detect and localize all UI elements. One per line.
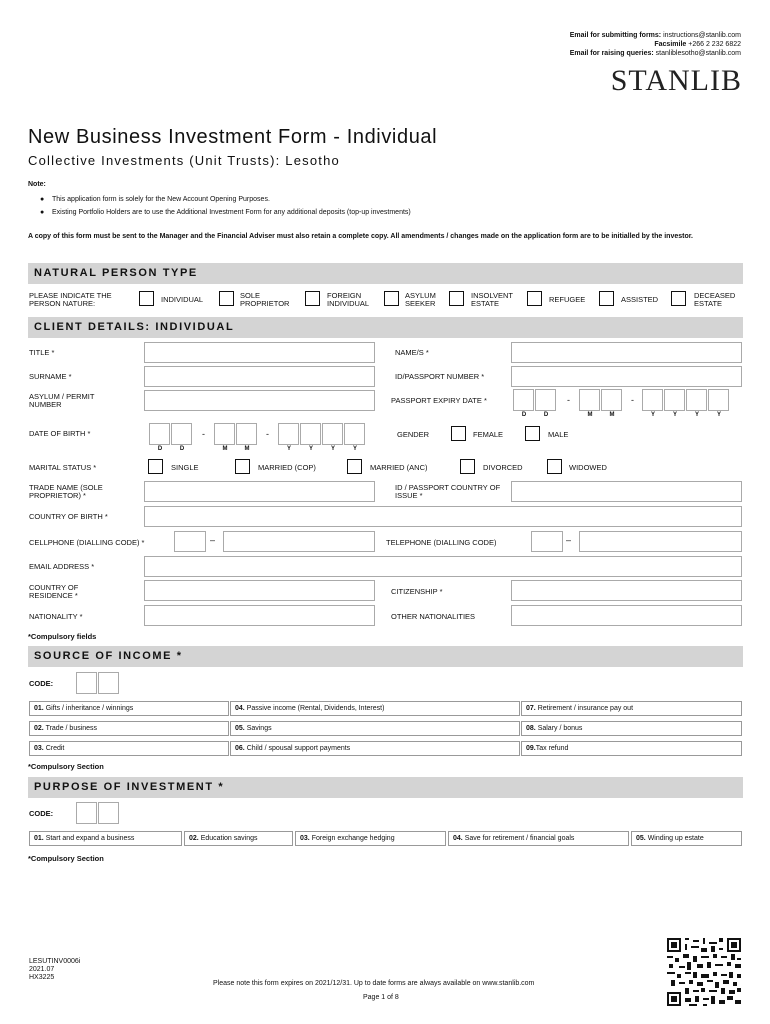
month-letter: M <box>587 412 593 418</box>
note-heading: Note: <box>28 181 46 188</box>
marital-option: MARRIED (COP) <box>258 463 316 472</box>
email-label: EMAIL ADDRESS * <box>29 562 95 571</box>
checkbox-individual[interactable] <box>139 291 154 306</box>
passport-expiry-label: PASSPORT EXPIRY DATE * <box>391 396 487 405</box>
cellphone-code-input[interactable] <box>174 531 206 552</box>
month-letter: M <box>609 412 615 418</box>
stanlib-logo: STANLIB <box>610 64 742 97</box>
purpose-option-03: 03. Foreign exchange hedging <box>295 831 446 846</box>
citizenship-label: CITIZENSHIP * <box>391 587 443 596</box>
income-option-09: 09.Tax refund <box>521 741 742 756</box>
income-option-02: 02. Trade / business <box>29 721 229 736</box>
option-label: SOLE PROPRIETOR <box>240 291 290 308</box>
dob-month-2[interactable] <box>236 423 257 445</box>
citizenship-input[interactable] <box>511 580 742 601</box>
residence-input[interactable] <box>144 580 375 601</box>
section-source-of-income: SOURCE OF INCOME * <box>28 646 743 667</box>
income-compulsory-note: *Compulsory Section <box>28 762 104 771</box>
title-input[interactable] <box>144 342 375 363</box>
copy-notice: A copy of this form must be sent to the Manager and the Financial Adviser must also retain a complete copy. All amendments / changes made on the application form are to be initialled by the investor. <box>28 233 694 240</box>
checkbox-deceased-estate[interactable] <box>671 291 686 306</box>
section-natural-person: NATURAL PERSON TYPE <box>28 263 743 284</box>
section-purpose-of-investment: PURPOSE OF INVESTMENT * <box>28 777 743 798</box>
expiry-year-3[interactable] <box>686 389 707 411</box>
form-code: LESUTINV0006i <box>29 958 81 965</box>
date-separator: - <box>202 429 205 439</box>
dob-year-2[interactable] <box>300 423 321 445</box>
expiry-day-2[interactable] <box>535 389 556 411</box>
dob-year-1[interactable] <box>278 423 299 445</box>
email-input[interactable] <box>144 556 742 577</box>
year-letter: Y <box>330 446 335 452</box>
nature-prompt: PLEASE INDICATE THE PERSON NATURE: <box>29 291 112 308</box>
country-birth-label: COUNTRY OF BIRTH * <box>29 512 108 521</box>
dob-year-3[interactable] <box>322 423 343 445</box>
compulsory-fields-note: *Compulsory fields <box>28 632 97 641</box>
option-label: ASYLUM SEEKER <box>405 291 436 308</box>
checkbox-female[interactable] <box>451 426 466 441</box>
other-nationalities-label: OTHER NATIONALITIES <box>391 612 476 621</box>
female-label: FEMALE <box>473 430 504 439</box>
checkbox-male[interactable] <box>525 426 540 441</box>
purpose-option-04: 04. Save for retirement / financial goals <box>448 831 629 846</box>
option-label: ASSISTED <box>621 295 659 304</box>
expiry-notice: Please note this form expires on 2021/12/31. Up to date forms are always available on www.stanlib.com <box>213 980 535 987</box>
year-letter: Y <box>308 446 313 452</box>
expiry-day-1[interactable] <box>513 389 534 411</box>
option-label: INSOLVENT ESTATE <box>471 291 513 308</box>
year-letter: Y <box>286 446 291 452</box>
date-separator: - <box>567 395 570 405</box>
nationality-label: NATIONALITY * <box>29 612 83 621</box>
option-label: REFUGEE <box>549 295 586 304</box>
option-label: DECEASED ESTATE <box>694 291 736 308</box>
income-option-06: 06. Child / spousal support payments <box>230 741 520 756</box>
checkbox-sole-proprietor[interactable] <box>219 291 234 306</box>
month-letter: M <box>244 446 250 452</box>
id-passport-input[interactable] <box>511 366 742 387</box>
contact-queries: Email for raising queries: stanliblesotho@stanlib.com <box>569 50 741 57</box>
option-label: INDIVIDUAL <box>161 295 204 304</box>
checkbox-refugee[interactable] <box>527 291 542 306</box>
surname-label: SURNAME * <box>29 372 72 381</box>
id-passport-label: ID/PASSPORT NUMBER * <box>395 372 485 381</box>
contact-fax: Facsimile +266 2 232 6822 <box>654 41 741 48</box>
income-option-08: 08. Salary / bonus <box>521 721 742 736</box>
page-number: Page 1 of 8 <box>363 994 399 1001</box>
income-option-03: 03. Credit <box>29 741 229 756</box>
income-code-cell-1[interactable] <box>76 672 97 694</box>
contact-submit: Email for submitting forms: instructions@stanlib.com <box>569 32 741 39</box>
trade-name-input[interactable] <box>144 481 375 502</box>
asylum-input[interactable] <box>144 390 375 411</box>
marital-option: SINGLE <box>171 463 199 472</box>
expiry-month-1[interactable] <box>579 389 600 411</box>
residence-label: COUNTRY OF RESIDENCE * <box>29 583 79 600</box>
income-code-label: CODE: <box>29 679 54 688</box>
checkbox-asylum-seeker[interactable] <box>384 291 399 306</box>
income-option-04: 04. Passive income (Rental, Dividends, Interest) <box>230 701 520 716</box>
country-birth-input[interactable] <box>144 506 742 527</box>
day-letter: D <box>157 446 163 452</box>
purpose-option-01: 01. Start and expand a business <box>29 831 182 846</box>
dob-month-1[interactable] <box>214 423 235 445</box>
expiry-year-1[interactable] <box>642 389 663 411</box>
cellphone-label: CELLPHONE (DIALLING CODE) * <box>29 538 145 547</box>
other-nationalities-input[interactable] <box>511 605 742 626</box>
id-country-label: ID / PASSPORT COUNTRY OF ISSUE * <box>395 483 501 500</box>
expiry-year-2[interactable] <box>664 389 685 411</box>
date-separator: - <box>266 429 269 439</box>
phone-separator: – <box>566 535 572 545</box>
telephone-label: TELEPHONE (DIALLING CODE) <box>386 538 497 547</box>
names-input[interactable] <box>511 342 742 363</box>
telephone-code-input[interactable] <box>531 531 563 552</box>
note-bullet: ● This application form is solely for the New Account Opening Purposes. <box>52 196 270 203</box>
trade-name-label: TRADE NAME (SOLE PROPRIETOR) * <box>29 483 103 500</box>
income-code-cell-2[interactable] <box>98 672 119 694</box>
checkbox-insolvent-estate[interactable] <box>449 291 464 306</box>
male-label: MALE <box>548 430 569 439</box>
income-option-05: 05. Savings <box>230 721 520 736</box>
purpose-compulsory-note: *Compulsory Section <box>28 854 104 863</box>
checkbox-divorced[interactable] <box>460 459 475 474</box>
day-letter: D <box>521 412 527 418</box>
surname-input[interactable] <box>144 366 375 387</box>
names-label: NAME/S * <box>395 348 429 357</box>
dob-day-2[interactable] <box>171 423 192 445</box>
page-subtitle: Collective Investments (Unit Trusts): Lesotho <box>28 153 340 168</box>
page-title: New Business Investment Form - Individual <box>28 126 438 148</box>
dob-year-4[interactable] <box>344 423 365 445</box>
checkbox-married-cop[interactable] <box>235 459 250 474</box>
gender-label: GENDER <box>397 430 430 439</box>
checkbox-married-anc[interactable] <box>347 459 362 474</box>
purpose-option-05: 05. Winding up estate <box>631 831 742 846</box>
id-country-input[interactable] <box>511 481 742 502</box>
day-letter: D <box>543 412 549 418</box>
checkbox-widowed[interactable] <box>547 459 562 474</box>
date-separator: - <box>631 395 634 405</box>
purpose-code-cell-1[interactable] <box>76 802 97 824</box>
year-letter: Y <box>716 412 721 418</box>
year-letter: Y <box>672 412 677 418</box>
qr-code-icon <box>667 938 741 1006</box>
checkbox-foreign-individual[interactable] <box>305 291 320 306</box>
nationality-input[interactable] <box>144 605 375 626</box>
marital-option: MARRIED (ANC) <box>370 463 428 472</box>
cellphone-input[interactable] <box>223 531 375 552</box>
option-label: FOREIGN INDIVIDUAL <box>327 291 370 308</box>
phone-separator: – <box>210 535 216 545</box>
section-client-details: CLIENT DETAILS: INDIVIDUAL <box>28 317 743 338</box>
checkbox-assisted[interactable] <box>599 291 614 306</box>
income-option-01: 01. Gifts / inheritance / winnings <box>29 701 229 716</box>
dob-day-1[interactable] <box>149 423 170 445</box>
month-letter: M <box>222 446 228 452</box>
form-version: 2021.07 <box>29 966 55 973</box>
asylum-label: ASYLUM / PERMIT NUMBER <box>29 392 95 409</box>
title-label: TITLE * <box>29 348 55 357</box>
day-letter: D <box>179 446 185 452</box>
expiry-month-2[interactable] <box>601 389 622 411</box>
year-letter: Y <box>694 412 699 418</box>
income-option-07: 07. Retirement / insurance pay out <box>521 701 742 716</box>
marital-label: MARITAL STATUS * <box>29 463 97 472</box>
year-letter: Y <box>650 412 655 418</box>
purpose-option-02: 02. Education savings <box>184 831 293 846</box>
form-reference: HX3225 <box>29 974 55 981</box>
year-letter: Y <box>352 446 357 452</box>
dob-label: DATE OF BIRTH * <box>29 429 91 438</box>
expiry-year-4[interactable] <box>708 389 729 411</box>
marital-option: WIDOWED <box>569 463 607 472</box>
marital-option: DIVORCED <box>483 463 523 472</box>
checkbox-single[interactable] <box>148 459 163 474</box>
telephone-input[interactable] <box>579 531 742 552</box>
purpose-code-cell-2[interactable] <box>98 802 119 824</box>
note-bullet: ● Existing Portfolio Holders are to use the Additional Investment Form for any additional deposits (top-up investments) <box>52 209 411 216</box>
purpose-code-label: CODE: <box>29 809 54 818</box>
